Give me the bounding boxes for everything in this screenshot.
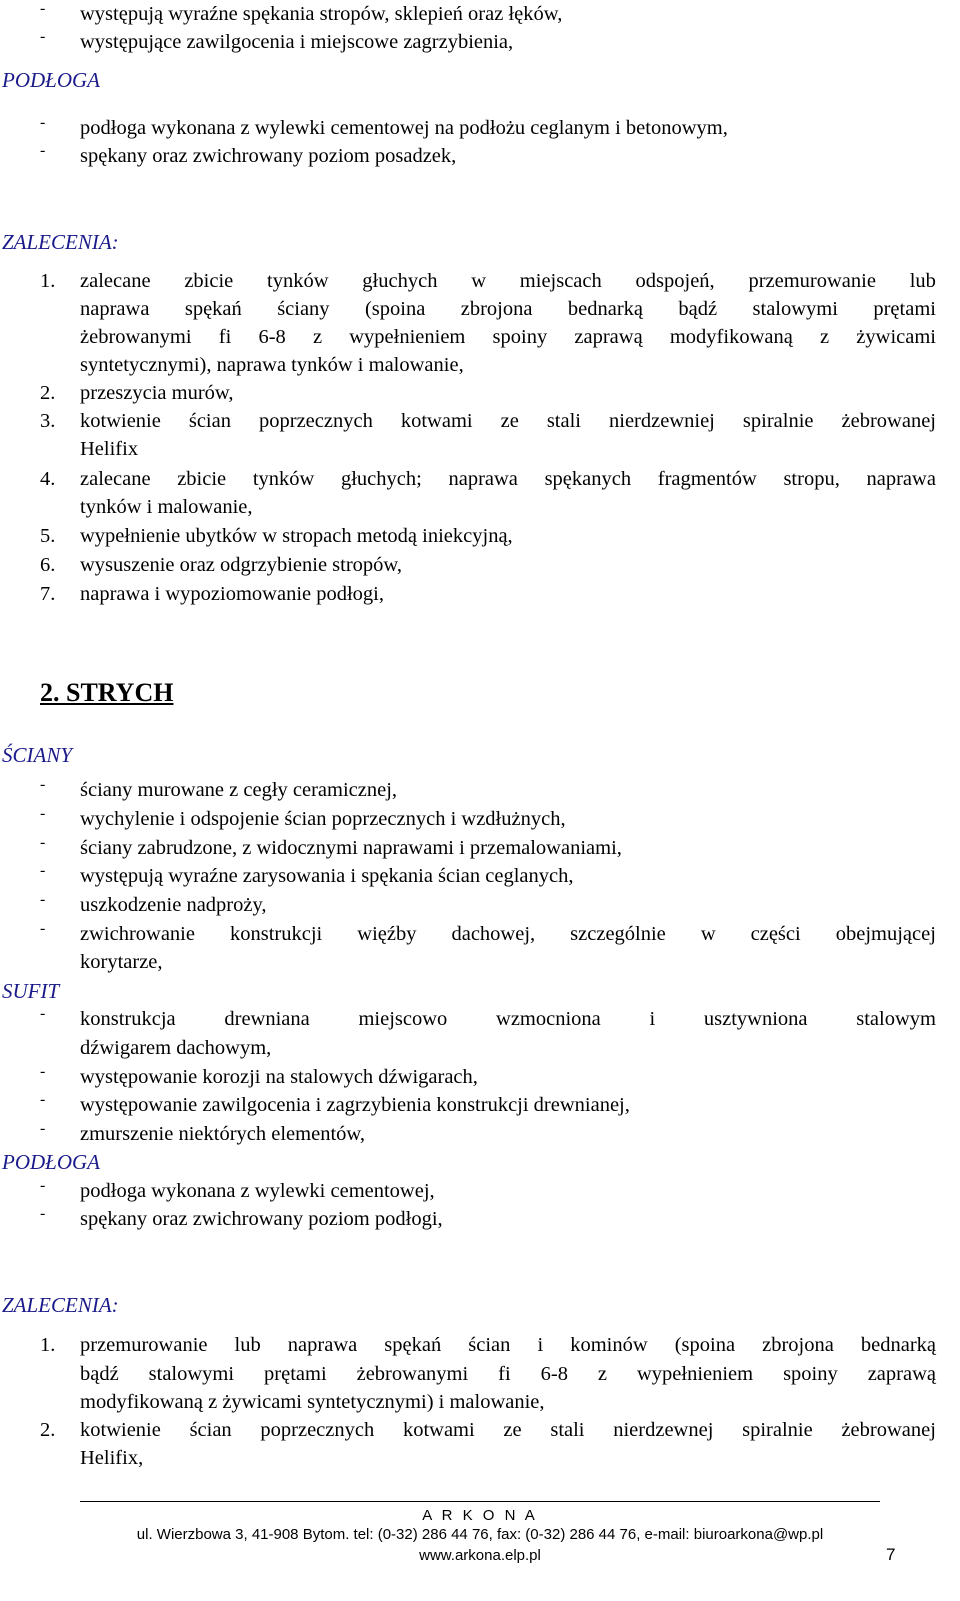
footer-brand: A R K O N A (422, 1507, 538, 1524)
recommendation-line: przeszycia murów, (80, 382, 234, 404)
word: modyfikowaną (669, 326, 793, 348)
dash: - (40, 1120, 46, 1137)
word: spoiny (492, 326, 548, 348)
word: ścian (188, 410, 231, 432)
word: głuchych (362, 270, 438, 292)
word: w (471, 270, 487, 292)
item-number: 1. (40, 1334, 56, 1356)
recommendations-heading: ZALECENIA: (2, 230, 119, 254)
word: zbicie (184, 270, 234, 292)
word: ścian (468, 1334, 511, 1356)
word: żebrowanymi (80, 326, 192, 348)
dash: - (40, 834, 46, 851)
floor-heading: PODŁOGA (2, 1150, 100, 1174)
recommendation-line: naprawa i wypoziomowanie podłogi, (80, 583, 385, 605)
footer-divider (80, 1501, 880, 1502)
footer-website: www.arkona.elp.pl (419, 1547, 541, 1564)
item-number: 4. (40, 468, 56, 490)
recommendation-line: wypełnienie ubytków w stropach metodą iniekcyjną, (80, 525, 513, 547)
word: drewniana (224, 1008, 310, 1030)
word: zbrojona (460, 298, 533, 320)
word: fragmentów (657, 468, 757, 490)
floor-item: spękany oraz zwichrowany poziom podłogi, (80, 1208, 443, 1230)
word: głuchych; (340, 468, 422, 490)
recommendation-line (80, 295, 936, 323)
word: żebrowanej (841, 1419, 936, 1441)
word: z (597, 1363, 608, 1385)
dash: - (40, 1205, 46, 1222)
word: przemurowanie (748, 270, 876, 292)
word: zbrojona (762, 1334, 834, 1356)
word: wzmocniona (496, 1008, 601, 1030)
word: nierdzewnej (613, 1419, 714, 1441)
dash: - (40, 1005, 46, 1022)
word: ze (500, 410, 519, 432)
wall-item (80, 920, 936, 948)
word: naprawa (448, 468, 518, 490)
word: kotwami (400, 410, 473, 432)
word: stalowym (856, 1008, 936, 1030)
recommendation-line: Helifix, (80, 1447, 144, 1469)
word: szczególnie (570, 923, 666, 945)
word: stropu, (783, 468, 840, 490)
recommendation-line (80, 1416, 936, 1444)
word: (spoina (674, 1334, 736, 1356)
word: ściany (277, 298, 330, 320)
floor-heading: PODŁOGA (2, 68, 100, 92)
floor-item: podłoga wykonana z wylewki cementowej, (80, 1180, 435, 1202)
word: tynków (267, 270, 329, 292)
word: wypełnieniem (349, 326, 466, 348)
word: kotwienie (80, 1419, 161, 1441)
dash: - (40, 28, 46, 45)
ceiling-item: występowanie zawilgocenia i zagrzybienia konstrukcji drewnianej, (80, 1094, 630, 1116)
word: nierdzewniej (609, 410, 715, 432)
word: żebrowanymi (356, 1363, 469, 1385)
wall-item: ściany zabrudzone, z widocznymi naprawami i przemalowaniami, (80, 837, 622, 859)
recommendation-line (80, 465, 936, 493)
word: zwichrowanie (80, 923, 195, 945)
item-number: 6. (40, 554, 56, 576)
word: kotwienie (80, 410, 161, 432)
word: w (700, 923, 716, 945)
word: i (649, 1008, 656, 1030)
word: 6-8 (258, 326, 286, 348)
word: spękań (184, 298, 242, 320)
word: części (750, 923, 801, 945)
word: miejscach (519, 270, 602, 292)
word: bednarką (860, 1334, 936, 1356)
word: tynków (252, 468, 315, 490)
word: więźby (357, 923, 417, 945)
dash: - (40, 891, 46, 908)
recommendation-line: modyfikowaną z żywicami syntetycznymi) i malowanie, (80, 1391, 545, 1413)
word: żebrowanej (841, 410, 936, 432)
recommendation-line: wysuszenie oraz odgrzybienie stropów, (80, 554, 403, 576)
word: ze (503, 1419, 522, 1441)
ceiling-item: występowanie korozji na stalowych dźwigarach, (80, 1066, 478, 1088)
dash: - (40, 1091, 46, 1108)
word: zbicie (177, 468, 227, 490)
dash: - (40, 142, 46, 159)
word: bądź (80, 1363, 119, 1385)
item-number: 3. (40, 410, 56, 432)
recommendation-line (80, 407, 936, 435)
word: naprawa (866, 468, 936, 490)
ceiling-item: zmurszenie niektórych elementów, (80, 1123, 365, 1145)
walls-heading: ŚCIANY (2, 743, 73, 767)
word: prętami (264, 1363, 327, 1385)
word: zalecane (80, 468, 151, 490)
recommendation-line (80, 267, 936, 295)
word: ścian (189, 1419, 232, 1441)
word: prętami (873, 298, 936, 320)
item-number: 2. (40, 1419, 56, 1441)
word: spoiny (783, 1363, 838, 1385)
word: zalecane (80, 270, 151, 292)
word: kominów (570, 1334, 648, 1356)
item-number: 5. (40, 525, 56, 547)
word: obejmującej (835, 923, 936, 945)
word: zaprawą (867, 1363, 936, 1385)
wall-item: występują wyraźne spękania stropów, sklepień oraz łęków, (80, 3, 563, 25)
wall-item: występujące zawilgocenia i miejscowe zagrzybienia, (80, 31, 514, 53)
word: 6-8 (540, 1363, 568, 1385)
dash: - (40, 862, 46, 879)
word: stali (550, 1419, 585, 1441)
word: spiralnie (742, 410, 814, 432)
ceiling-heading: SUFIT (2, 979, 60, 1003)
floor-item: podłoga wykonana z wylewki cementowej na podłożu ceglanym i betonowym, (80, 117, 728, 139)
word: spękanych (544, 468, 632, 490)
word: fi (498, 1363, 511, 1385)
word: i (537, 1334, 544, 1356)
word: lub (234, 1334, 261, 1356)
word: kotwami (402, 1419, 475, 1441)
ceiling-item (80, 1005, 936, 1033)
dash: - (40, 805, 46, 822)
footer-address: ul. Wierzbowa 3, 41-908 Bytom. tel: (0-32) 286 44 76, fax: (0-32) 286 44 76, e-mail: biuroarkona@wp.pl (136, 1526, 824, 1543)
word: naprawa (287, 1334, 358, 1356)
word: stalowymi (148, 1363, 235, 1385)
item-number: 1. (40, 270, 56, 292)
recommendation-line: Helifix (80, 438, 139, 460)
recommendation-line: syntetycznymi), naprawa tynków i malowanie, (80, 354, 464, 376)
word: poprzecznych (260, 1419, 375, 1441)
dash: - (40, 776, 46, 793)
word: naprawa (80, 298, 150, 320)
recommendation-line (80, 1331, 936, 1359)
word: dachowej, (451, 923, 536, 945)
page-number: 7 (886, 1545, 896, 1564)
floor-item: spękany oraz zwichrowany poziom posadzek, (80, 145, 457, 167)
word: stalowymi (752, 298, 838, 320)
item-number: 7. (40, 583, 56, 605)
word: zaprawą (574, 326, 643, 348)
wall-item: korytarze, (80, 951, 163, 973)
dash: - (40, 1063, 46, 1080)
wall-item: wychylenie i odspojenie ścian poprzecznych i wzdłużnych, (80, 808, 566, 830)
wall-item: uszkodzenie nadproży, (80, 894, 267, 916)
recommendations-heading: ZALECENIA: (2, 1293, 119, 1317)
word: wypełnieniem (636, 1363, 754, 1385)
wall-item: występują wyraźne zarysowania i spękania ścian ceglanych, (80, 865, 574, 887)
wall-item: ściany murowane z cegły ceramicznej, (80, 779, 398, 801)
dash: - (40, 920, 46, 937)
word: żywicami (856, 326, 936, 348)
word: spiralnie (742, 1419, 813, 1441)
item-number: 2. (40, 382, 56, 404)
word: (spoina (364, 298, 426, 320)
word: konstrukcji (230, 923, 323, 945)
word: poprzecznych (259, 410, 373, 432)
recommendation-line (80, 1360, 936, 1388)
word: stali (546, 410, 581, 432)
dash: - (40, 0, 46, 17)
section-title: 2. STRYCH (40, 678, 174, 707)
word: usztywniona (703, 1008, 808, 1030)
word: fi (218, 326, 232, 348)
word: bednarką (567, 298, 643, 320)
recommendation-line (80, 323, 936, 351)
ceiling-item: dźwigarem dachowym, (80, 1037, 272, 1059)
dash: - (40, 114, 46, 131)
word: przemurowanie (80, 1334, 208, 1356)
word: lub (909, 270, 936, 292)
word: bądź (678, 298, 718, 320)
word: z (820, 326, 830, 348)
recommendation-line: tynków i malowanie, (80, 496, 253, 518)
dash: - (40, 1177, 46, 1194)
word: konstrukcja (80, 1008, 176, 1030)
word: miejscowo (358, 1008, 448, 1030)
word: z (312, 326, 323, 348)
word: spękań (384, 1334, 442, 1356)
word: odspojeń, (635, 270, 715, 292)
